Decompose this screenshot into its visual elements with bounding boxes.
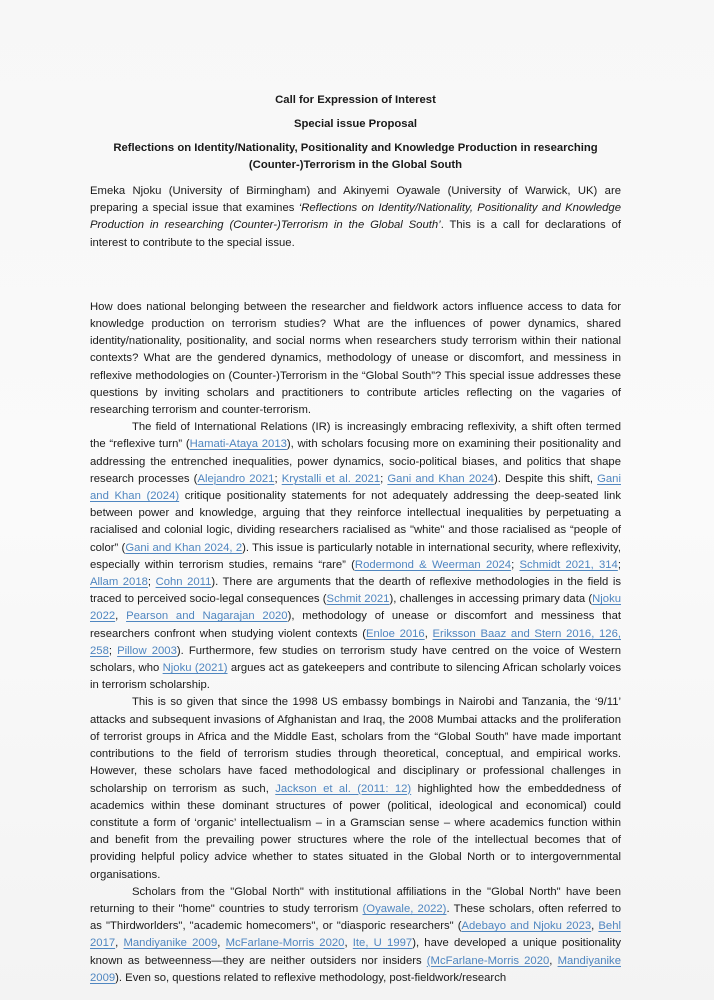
intro-paragraph: Emeka Njoku (University of Birmingham) and Akinyemi Oyawale (University of Warwick, UK) are preparing a special issue that examines ‘Reflections on Identity/Nationality, Positionality and Knowledge Production in researching (Counter-)Terrorism in the Global South’. This is a call for declarations of interest to contribute to the special issue. bbox=[90, 185, 621, 249]
citation-link[interactable]: Njoku 2022 bbox=[90, 593, 622, 623]
citation-link[interactable]: Pearson and Nagarajan 2020 bbox=[126, 610, 288, 623]
body-paragraph-1: How does national belonging between the researcher and fieldwork actors influence access to data for knowledge production on terrorism studies? What are the influences of power dynamics, shared identity/nationality, positionality, and social norms when researchers study terrorism within their national contexts? What are the gendered dynamics, methodology of unease or discomfort, and messiness in reflexive methodologies on (Counter-)Terrorism in the “Global South”? This special issue addresses these questions by inviting scholars and practitioners to contribute articles reflecting on the vagaries of researching terrorism and counter-terrorism. bbox=[90, 300, 621, 417]
citation-link[interactable]: Pillow 2003 bbox=[117, 644, 177, 657]
citation-link[interactable]: Cohn 2011 bbox=[155, 576, 212, 589]
citation-link[interactable]: Ite, U 1997 bbox=[352, 937, 413, 950]
citation-link[interactable]: (McFarlane-Morris 2020 bbox=[426, 954, 550, 967]
citation-link[interactable]: Rodermond & Weerman 2024 bbox=[354, 558, 512, 571]
document-heading: Call for Expression of Interest bbox=[275, 94, 436, 106]
citation-link[interactable]: Jackson et al. (2011: 12) bbox=[275, 782, 412, 795]
citation-link[interactable]: Adebayo and Njoku 2023 bbox=[461, 920, 592, 933]
body-paragraph-4: Scholars from the "Global North" with institutional affiliations in the "Global North" have been returning to their "home" countries to study terrorism (Oyawale, 2022). These scholars, often referred to as "Thirdworlders", "academic homecomers", or "diasporic researchers" (Adebayo and Njoku 2023, Behl 2017, Mandiyanike 2009, McFarlane-Morris 2020, Ite, U 1997), have developed a unique positionality known as betweenness—they are neither outsiders nor insiders (McFarlane-Morris 2020, Mandiyanike 2009). Even so, questions related to reflexive methodology, post-fieldwork/research bbox=[90, 885, 621, 984]
citation-link[interactable]: Eriksson Baaz and Stern 2016, 126, 258 bbox=[90, 627, 621, 657]
citation-link[interactable]: Gani and Khan 2024, 2 bbox=[125, 541, 243, 554]
citation-link[interactable]: Njoku (2021) bbox=[162, 662, 228, 675]
citation-link[interactable]: Mandiyanike 2009 bbox=[90, 954, 621, 984]
special-issue-title-italic: ‘Reflections on Identity/Nationality, Positionality and Knowledge Production in researching (Counter-)Terrorism in the Global South’ bbox=[90, 202, 621, 232]
citation-link[interactable]: Gani and Khan (2024) bbox=[90, 472, 621, 503]
citation-link[interactable]: Hamati-Ataya 2013 bbox=[189, 438, 287, 451]
citation-link[interactable]: (Oyawale, 2022) bbox=[362, 902, 447, 915]
citation-link[interactable]: Allam 2018 bbox=[90, 576, 148, 589]
citation-link[interactable]: Behl 2017 bbox=[90, 920, 621, 950]
document-subheading: Special issue Proposal bbox=[293, 118, 418, 130]
citation-link[interactable]: Schmidt 2021, 314 bbox=[519, 558, 618, 571]
citation-link[interactable]: Gani and Khan 2024 bbox=[387, 472, 494, 485]
citation-link[interactable]: Alejandro 2021 bbox=[197, 472, 275, 485]
citation-link[interactable]: McFarlane-Morris 2020 bbox=[225, 937, 345, 950]
citation-link[interactable]: Mandiyanike 2009 bbox=[123, 937, 218, 950]
citation-link[interactable]: Krystalli et al. 2021 bbox=[281, 472, 381, 485]
body-paragraph-2: The field of International Relations (IR) is increasingly embracing reflexivity, a shift often termed the “reflexive turn” (Hamati-Ataya 2013), with scholars focusing more on examining their positionality and addressing the entrenched inequalities, power dynamics, socio-political biases, and politics that shape research processes (Alejandro 2021; Krystalli et al. 2021; Gani and Khan 2024). Despite this shift, Gani and Khan (2024) critique positionality statements for not adequately addressing the deep-seated link between power and knowledge, arguing that they reinforce intellectual inequalities by perpetuating a racialised and colonial logic, dividing researchers racialised as "white" and those racialised as “people of color” (Gani and Khan 2024, 2). This issue is particularly notable in international security, where reflexivity, especially within terrorism studies, remains “rare” (Rodermond & Weerman 2024; Schmidt 2021, 314; Allam 2018; Cohn 2011). There are arguments that the dearth of reflexive methodologies in the field is traced to perceived socio-legal consequences (Schmit 2021), challenges in accessing primary data (Njoku 2022, Pearson and Nagarajan 2020), methodology of unease or discomfort and messiness that researchers confront when studying violent contexts (Enloe 2016, Eriksson Baaz and Stern 2016, 126, 258; Pillow 2003). Furthermore, few studies on terrorism study have centred on the voice of Western scholars, who Njoku (2021) argues act as gatekeepers and contribute to silencing African scholarly voices in terrorism scholarship. bbox=[90, 421, 622, 692]
citation-link[interactable]: Schmit 2021 bbox=[326, 593, 390, 606]
body-paragraph-3: This is so given that since the 1998 US embassy bombings in Nairobi and Tanzania, the ‘9/11’ attacks and subsequent invasions of Afghanistan and Iraq, the 2008 Mumbai attacks and the proliferation of terrorist groups in Africa and the Middle East, scholars from the “Global South” have made important contributions to the field of terrorism studies through theoretical, conceptual, and empirical works. However, these scholars have faced methodological and disciplinary or professional challenges in scholarship on terrorism as such, Jackson et al. (2011: 12) highlighted how the embeddedness of academics within these dominant structures of power (political, ideological and economical) could constitute a form of ‘organic’ intellectualism – in a Gramscian sense – where academics function within and benefit from the prevailing power structures where the role of the intellectual becomes that of providing helpful policy advice whether to states situated in the Global North or to intergovernmental organisations. bbox=[90, 696, 621, 881]
citation-link[interactable]: Enloe 2016 bbox=[366, 627, 425, 640]
special-issue-title: Reflections on Identity/Nationality, Positionality and Knowledge Production in researching (Counter-)Terrorism in the Global South bbox=[113, 142, 598, 171]
